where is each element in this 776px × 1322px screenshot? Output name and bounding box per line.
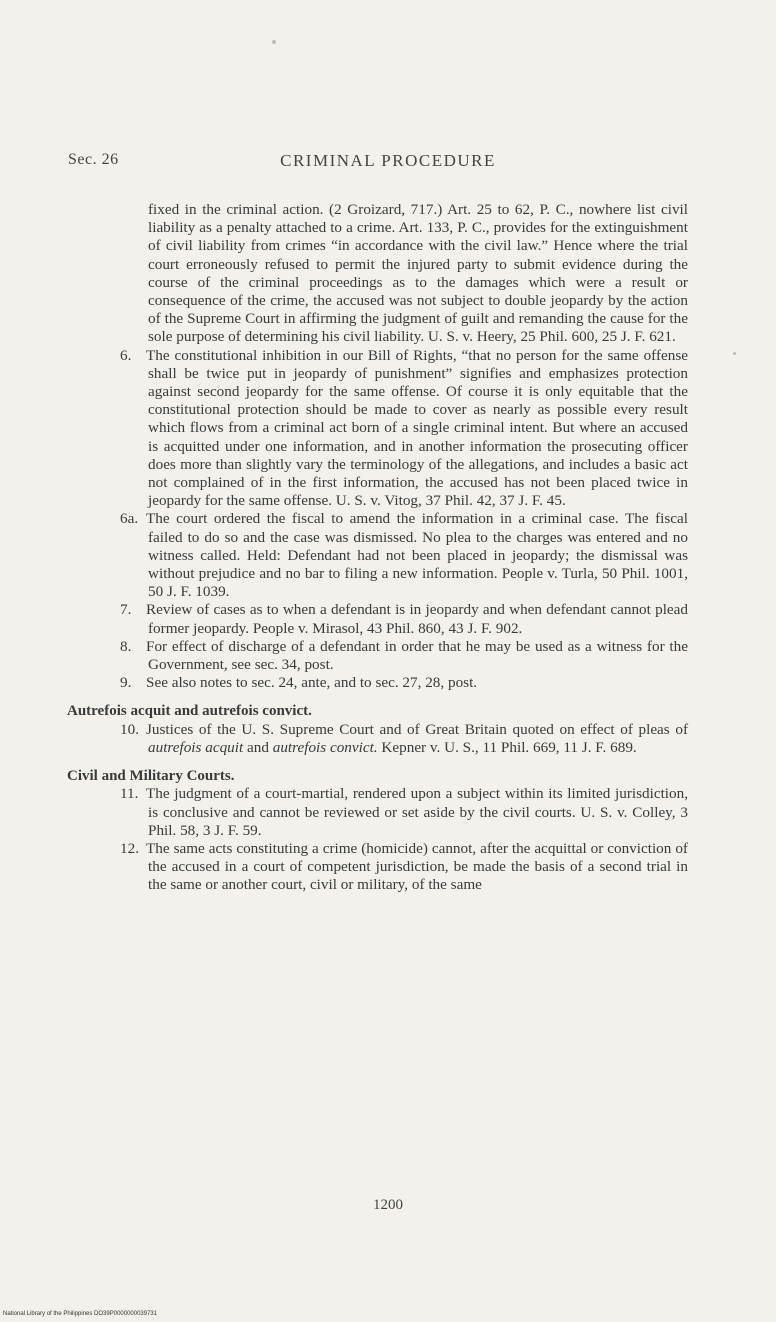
note-text: The same acts constituting a crime (homicide) cannot, after the acquittal or conviction of the accused in a court of competent jurisdiction, be made the basis of a second trial in the same or another court, civil or military, of the same [146, 839, 688, 894]
section-label: Sec. 26 [68, 151, 119, 168]
note-text: The constitutional inhibition in our Bill of Rights, “that no person for the same offense shall be twice put in jeopardy of punishment” signifies and emphasizes protection against second jeopardy for the same offense. Of course it is only equitable that the constitutional protection should be made to cover as nearly as possible every result which flows from a criminal act born of a single criminal intent. But where an accused is acquitted under one information, and in another information the prosecuting officer does more than slightly vary the terminology of the allegations, and includes a basic act not complained of in the first information, the accused has not been placed twice in jeopardy for the same offense. U. S. v. Vitog, 37 Phil. 42, 37 J. F. 45. [146, 346, 688, 510]
note-item [120, 510, 688, 601]
note-item [120, 674, 688, 692]
note-text: and [243, 738, 273, 756]
note-item [120, 721, 688, 757]
note-text: Kepner v. U. S., 11 Phil. 669, 11 J. F. 689. [377, 738, 637, 756]
page-number: 1200 [373, 1197, 403, 1213]
note-text: The court ordered the fiscal to amend the information in a criminal case. The fiscal failed to do so and the case was dismissed. No plea to the charges was entered and no witness called. Held: Defendant had not been placed in jeopardy; the dismissal was without prejudice and no bar to filing a new information. People v. Turla, 50 Phil. 1001, 50 J. F. 1039. [146, 510, 688, 601]
note-item [120, 785, 688, 840]
note-number: 8. [120, 637, 132, 655]
latin-term: autrefois convict. [272, 738, 378, 756]
running-header [0, 151, 776, 175]
latin-term: autrefois acquit [148, 738, 244, 756]
note-text: Review of cases as to when a defendant is in jeopardy and when defendant cannot plead former jeopardy. People v. Mirasol, 43 Phil. 860, 43 J. F. 902. [146, 601, 688, 637]
page-title: CRIMINAL PROCEDURE [280, 151, 496, 170]
scan-footer: National Library of the Philippines DO39P0000000039731 [3, 1311, 158, 1317]
note-number: 6a. [120, 510, 139, 528]
note-item [120, 601, 688, 637]
section-subheading: Autrefois acquit and autrefois convict. [67, 703, 312, 720]
note-item [120, 638, 688, 674]
continuation-paragraph: fixed in the criminal action. (2 Groizard, 717.) Art. 25 to 62, P. C., nowhere list civil liability as a penalty attached to a crime. Art. 133, P. C., provides for the extinguishment of civil liability from crimes “in accordance with the civil law.” Hence where the trial court erroneously refused to permit the injured party to submit evidence during the course of the criminal proceedings as to the damages which were a result or consequence of the crime, the accused was not subject to double jeopardy by the action of the Supreme Court in affirming the judgment of guilt and remanding the cause for the sole purpose of determining his civil liability. U. S. v. Heery, 25 Phil. 600, 25 J. F. 621. [148, 201, 688, 346]
note-number: 7. [120, 601, 132, 619]
note-number: 12. [120, 839, 139, 857]
note-number: 11. [120, 785, 139, 803]
note-text: The judgment of a court-martial, rendered upon a subject within its limited jurisdiction, is conclusive and cannot be reviewed or set aside by the civil courts. U. S. v. Colley, 3 Phil. 58, 3 J. F. 59. [146, 785, 688, 839]
note-number: 6. [120, 346, 132, 364]
paper-speck [272, 40, 276, 44]
page-body [0, 201, 776, 895]
note-item [120, 840, 688, 895]
note-text: Justices of the U. S. Supreme Court and of Great Britain quoted on effect of pleas of [146, 720, 688, 738]
note-number: 10. [120, 720, 139, 738]
note-number: 9. [120, 674, 132, 692]
note-text: For effect of discharge of a defendant in order that he may be used as a witness for the Government, see sec. 34, post. [146, 637, 688, 674]
note-item [120, 347, 688, 511]
section-subheading: Civil and Military Courts. [67, 768, 235, 785]
note-text: See also notes to sec. 24, ante, and to sec. 27, 28, post. [146, 674, 478, 692]
